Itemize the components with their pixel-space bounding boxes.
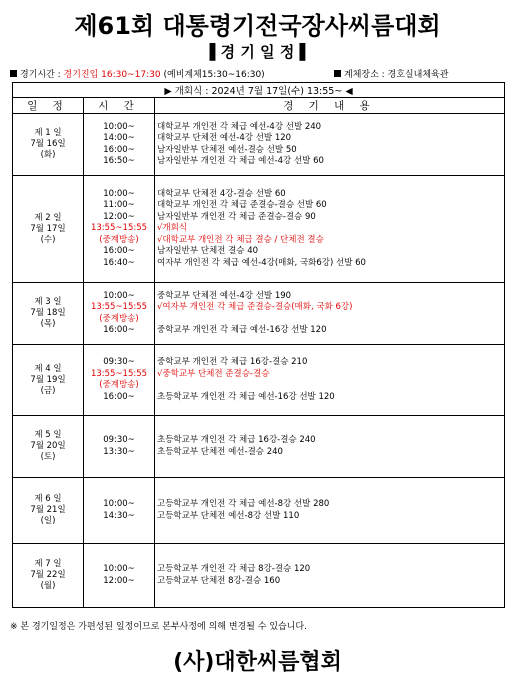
events-cell <box>155 478 505 544</box>
event-item: √중학교부 단체전 준결승-결승 <box>157 368 270 379</box>
day-weekday: (월) <box>40 581 56 591</box>
time-cell <box>84 345 155 416</box>
time-slot: 10:00~ <box>103 290 135 301</box>
time-slot: (중계방송) <box>99 234 139 245</box>
day-day: 제 5 일 <box>34 430 62 440</box>
event-item: 중학교부 개인전 각 체급 16강-결승 210 <box>157 357 308 367</box>
event-item: 고등학교부 개인전 각 체급 예선-8강 선발 280 <box>157 499 330 509</box>
time-slot: 13:30~ <box>103 446 135 457</box>
schedule-table <box>12 82 505 608</box>
day-day: 제 2 일 <box>34 212 62 223</box>
day-cell <box>13 283 84 345</box>
events-cell <box>155 283 505 345</box>
day-row <box>13 544 505 608</box>
day-cell <box>13 114 84 176</box>
day-date: 7월 16일 <box>30 139 66 149</box>
time-label: 경기시간 : <box>20 70 61 80</box>
time-slot: 09:30~ <box>103 357 135 367</box>
day-day: 제 4 일 <box>34 363 62 374</box>
page-title: 제61회 대통령기전국장사씨름대회 <box>74 12 441 40</box>
square-bullet-icon <box>334 70 341 77</box>
day-weekday: (목) <box>40 319 56 329</box>
time-slot: 10:00~ <box>103 121 135 132</box>
day-weekday: (화) <box>40 150 56 160</box>
event-item: √대학교부 개인전 각 체급 결승 / 단체전 결승 <box>157 234 324 245</box>
day-weekday: (금) <box>40 385 56 396</box>
time-slot: 16:00~ <box>103 391 135 402</box>
time-slot: 10:00~ <box>103 564 135 574</box>
time-slot: 10:00~ <box>103 499 135 509</box>
day-date: 7월 22일 <box>30 570 66 580</box>
day-row <box>13 478 505 544</box>
day-row <box>13 176 505 283</box>
time-slot: 13:55~15:55 <box>90 302 148 312</box>
time-slot: 16:40~ <box>103 257 135 268</box>
event-item: 남자일반부 단체전 예선-결승 선발 50 <box>157 144 297 155</box>
day-cell <box>13 176 84 283</box>
day-row <box>13 345 505 416</box>
day-cell <box>13 544 84 608</box>
event-item: 초등학교부 개인전 각 체급 16강-결승 240 <box>157 435 316 445</box>
venue-info <box>334 67 448 80</box>
event-item: 남자일반부 개인전 각 체급 준결승-결승 90 <box>157 211 316 222</box>
event-item: 대학교부 개인전 각 체급 예선-4강 선발 240 <box>157 121 322 132</box>
day-row <box>13 416 505 478</box>
event-item: 남자일반부 단체전 결승 40 <box>157 246 259 257</box>
day-weekday: (토) <box>40 452 56 462</box>
time-slot: 16:00~ <box>103 246 135 257</box>
time-slot: 12:00~ <box>103 211 135 222</box>
time-slot: 14:30~ <box>103 510 135 521</box>
day-day: 제 6 일 <box>34 494 62 504</box>
day-day: 제 1 일 <box>34 128 62 138</box>
day-date: 7월 17일 <box>30 223 66 234</box>
schedule-subtitle: ▐ 경 기 일 정 ▌ <box>203 43 312 61</box>
events-cell <box>155 544 505 608</box>
event-item: 대학교부 단체전 4강-결승 선발 60 <box>157 188 286 199</box>
event-item: 대학교부 개인전 각 체급 준결승-결승 선발 60 <box>157 200 327 211</box>
footnote: ※ 본 경기일정은 가편성된 일정이므로 본부사정에 의해 변경될 수 있습니다. <box>10 622 307 632</box>
square-bullet-icon <box>10 70 17 77</box>
time-cell <box>84 176 155 283</box>
event-item: 중학교부 개인전 각 체급 예선-16강 선발 120 <box>157 325 327 335</box>
day-cell <box>13 478 84 544</box>
day-date: 7월 20일 <box>30 441 66 451</box>
event-item: 대학교부 단체전 예선-4강 선발 120 <box>157 133 292 143</box>
time-slot: 16:00~ <box>103 325 135 335</box>
time-slot: 14:00~ <box>103 133 135 143</box>
day-date: 7월 21일 <box>30 505 66 515</box>
event-item: 고등학교부 단체전 예선-8강 선발 110 <box>157 510 300 521</box>
events-cell <box>155 345 505 416</box>
day-row <box>13 114 505 176</box>
events-cell <box>155 416 505 478</box>
day-date: 7월 19일 <box>30 374 66 385</box>
day-cell <box>13 416 84 478</box>
organization-name: (사)대한씨름협회 <box>173 650 342 675</box>
time-slot: 16:50~ <box>103 156 135 166</box>
day-day: 제 7 일 <box>34 559 62 569</box>
time-slot: 12:00~ <box>103 575 135 586</box>
event-item: 중학교부 단체전 예선-4강 선발 190 <box>157 290 292 301</box>
event-item: 남자일반부 개인전 각 체급 예선-4강 선발 60 <box>157 156 324 166</box>
time-slot: 13:55~15:55 <box>90 368 148 379</box>
event-item: 고등학교부 단체전 8강-결승 160 <box>157 575 281 586</box>
header-events: 경 기 내 용 <box>155 98 505 114</box>
time-cell <box>84 416 155 478</box>
day-day: 제 3 일 <box>34 297 62 307</box>
place-label: 계체장소 : <box>344 70 385 80</box>
time-slot: 11:00~ <box>103 200 135 211</box>
time-cell <box>84 114 155 176</box>
time-slot: 09:30~ <box>103 435 135 445</box>
time-value: 경기진입 16:30~17:30 <box>63 70 161 80</box>
event-item: 초등학교부 단체전 예선-결승 240 <box>157 446 283 457</box>
events-cell <box>155 176 505 283</box>
header-time: 시 간 <box>84 98 155 114</box>
time-cell <box>84 283 155 345</box>
day-weekday: (일) <box>40 516 56 526</box>
day-row <box>13 283 505 345</box>
time-slot: 13:55~15:55 <box>90 223 148 234</box>
time-slot: (중계방송) <box>99 380 139 390</box>
day-date: 7월 18일 <box>30 308 66 318</box>
match-time-info <box>10 67 265 80</box>
time-cell <box>84 544 155 608</box>
event-item: √개회식 <box>157 223 188 234</box>
time-cell <box>84 478 155 544</box>
event-item: 여자부 개인전 각 체급 예선-4강(매화, 국화6강) 선발 60 <box>157 257 366 268</box>
event-item: 초등학교부 개인전 각 체급 예선-16강 선발 120 <box>157 391 335 402</box>
time-slot: 16:00~ <box>103 144 135 155</box>
time-slot: (중계방송) <box>99 313 139 324</box>
event-item: √여자부 개인전 각 체급 준결승-결승(매화, 국화 6강) <box>157 302 353 312</box>
day-cell <box>13 345 84 416</box>
header-day: 일 정 <box>13 98 84 114</box>
event-item <box>157 380 504 392</box>
event-item: 고등학교부 개인전 각 체급 8강-결승 120 <box>157 564 311 574</box>
time-slot: 10:00~ <box>103 188 135 199</box>
place-value: 경호실내체육관 <box>387 70 449 80</box>
opening-ceremony: ▶ 개회식 : 2024년 7월 17일(수) 13:55~ ◀ <box>13 83 505 98</box>
events-cell <box>155 114 505 176</box>
event-item <box>157 314 504 326</box>
time-note: (예비계체15:30~16:30) <box>163 70 265 80</box>
day-weekday: (수) <box>40 234 56 245</box>
